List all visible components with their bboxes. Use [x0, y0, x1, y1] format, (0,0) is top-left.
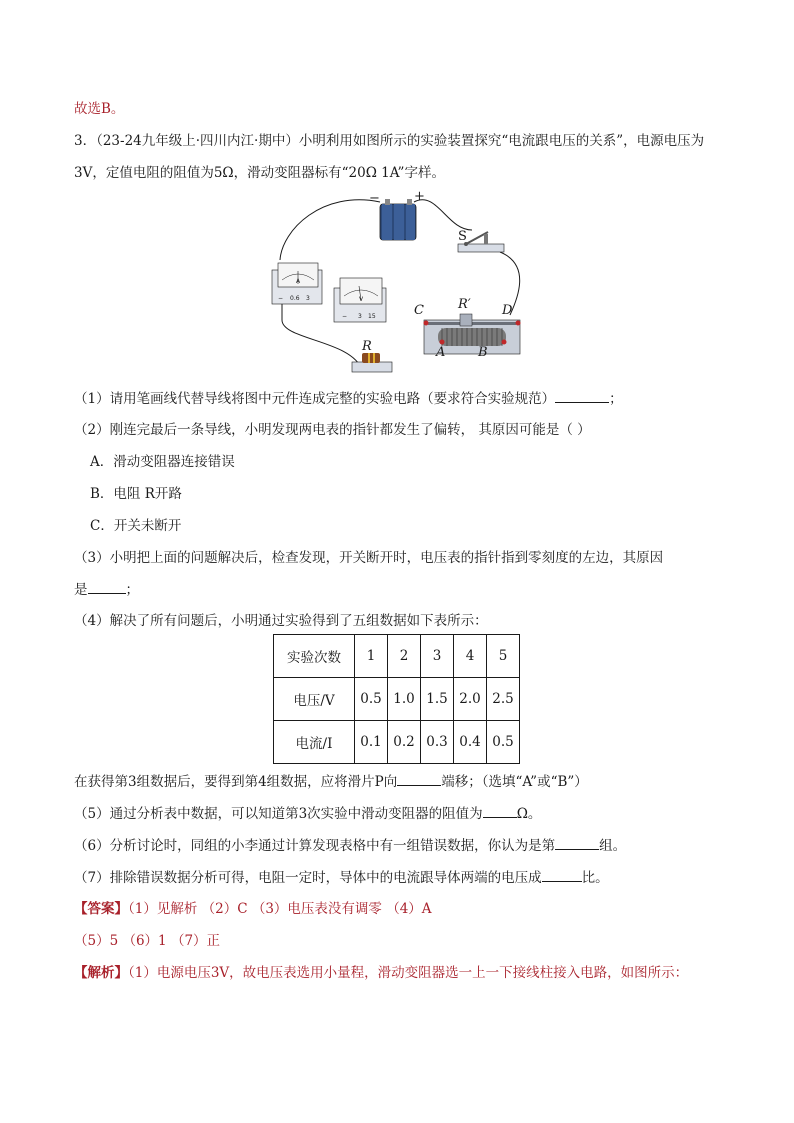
voltmeter-terminal-minus: −	[342, 313, 348, 320]
voltmeter-symbol: V	[359, 296, 364, 303]
ammeter-terminal-minus: −	[278, 295, 284, 302]
part-6	[74, 836, 626, 855]
ammeter-symbol: A	[296, 278, 301, 285]
analysis-text: （1）电源电压3V，故电压表选用小量程，滑动变阻器选一上一下接线柱接入电路，如图所示：	[128, 965, 689, 981]
part-5-suffix: Ω。	[516, 806, 542, 822]
terminal-d-label: D	[502, 303, 513, 318]
part-3-line-1: （3）小明把上面的问题解决后，检查发现，开关断开时，电压表的指针指到零刻度的左边，其原因	[74, 550, 664, 566]
table-row	[274, 678, 520, 721]
table-cell: 2.5	[487, 678, 520, 721]
table-header-cell: 电压/V	[274, 678, 355, 721]
option-c: C．开关未断开	[90, 518, 182, 534]
answer-line-1	[74, 900, 432, 918]
question-line-2: 3V，定值电阻的阻值为5Ω，滑动变阻器标有“20Ω 1A”字样。	[74, 165, 445, 181]
part-7	[74, 868, 609, 887]
part-6-suffix: 组。	[599, 838, 627, 854]
table-cell: 2	[388, 635, 421, 678]
battery-icon	[380, 199, 416, 240]
part-5-blank[interactable]	[483, 804, 517, 818]
ammeter-icon	[272, 263, 322, 304]
part-4-follow-up-prefix: 在获得第3组数据后，要得到第4组数据，应将滑片P向	[74, 774, 398, 790]
part-1	[74, 389, 623, 408]
voltmeter-terminal-3: 3	[358, 313, 362, 320]
slider-r-prime-label: R′	[458, 297, 471, 312]
part-5-prefix: （5）通过分析表中数据，可以知道第3次实验中滑动变阻器的阻值为	[74, 806, 483, 822]
part-3-suffix: ；	[125, 582, 139, 598]
table-cell: 0.4	[454, 721, 487, 764]
table-cell: 1	[355, 635, 388, 678]
part-5	[74, 804, 541, 823]
option-a: A．滑动变阻器连接错误	[90, 454, 235, 470]
terminal-b-label: B	[478, 345, 488, 360]
part-7-blank[interactable]	[542, 868, 582, 882]
table-header-cell: 电流/I	[274, 721, 355, 764]
circuit-diagram	[262, 190, 542, 375]
part-1-text: （1）请用笔画线代替导线将图中元件连成完整的实验电路（要求符合实验规范）	[74, 391, 556, 407]
previous-answer-line: 故选B。	[74, 101, 125, 117]
table-cell: 3	[421, 635, 454, 678]
table-cell: 0.5	[487, 721, 520, 764]
table-cell: 1.0	[388, 678, 421, 721]
table-cell: 0.1	[355, 721, 388, 764]
analysis-line	[74, 964, 688, 982]
part-4-follow-up	[74, 772, 588, 791]
part-6-blank[interactable]	[555, 836, 599, 850]
option-b: B．电阻 R开路	[90, 486, 182, 502]
part-7-suffix: 比。	[581, 870, 609, 886]
part-7-prefix: （7）排除错误数据分析可得，电阻一定时，导体中的电流跟导体两端的电压成	[74, 870, 542, 886]
question-line-1: 3．（23-24九年级上·四川内江·期中）小明利用如图所示的实验装置探究“电流跟电压的关系”，电源电压为	[74, 133, 705, 149]
table-cell: 1.5	[421, 678, 454, 721]
part-2: （2）刚连完最后一条导线，小明发现两电表的指针都发生了偏转， 其原因可能是（ ）	[74, 422, 591, 438]
part-6-prefix: （6）分析讨论时，同组的小李通过计算发现表格中有一组错误数据，你认为是第	[74, 838, 556, 854]
table-cell: 0.3	[421, 721, 454, 764]
answer-tag: 【答案】	[74, 901, 128, 917]
switch-label: S	[458, 229, 467, 244]
table-cell: 0.2	[388, 721, 421, 764]
part-1-suffix: ；	[609, 391, 623, 407]
terminal-c-label: C	[414, 303, 424, 318]
wire-battery-switch	[414, 200, 472, 230]
table-row	[274, 721, 520, 764]
answer-text-1: （1）见解析 （2）C （3）电压表没有调零 （4）A	[128, 901, 432, 917]
terminal-a-label: A	[436, 345, 446, 360]
answer-line-2: （5）5 （6）1 （7）正	[74, 933, 221, 949]
ammeter-terminal-3: 3	[306, 295, 310, 302]
voltmeter-icon	[334, 278, 386, 322]
resistor-label: R	[362, 339, 372, 354]
analysis-tag: 【解析】	[74, 965, 128, 981]
battery-minus-label: −	[369, 191, 380, 206]
part-4-blank[interactable]	[397, 772, 441, 786]
part-3-blank[interactable]	[88, 580, 126, 594]
table-cell: 5	[487, 635, 520, 678]
ammeter-terminal-0-6: 0.6	[290, 295, 300, 302]
table-cell: 2.0	[454, 678, 487, 721]
voltmeter-terminal-15: 15	[368, 313, 376, 320]
part-1-blank[interactable]	[555, 389, 609, 403]
table-row	[274, 635, 520, 678]
wire-battery-ammeter	[280, 200, 380, 260]
part-3-prefix: 是	[74, 582, 88, 598]
part-3-line-2	[74, 580, 139, 599]
table-cell: 0.5	[355, 678, 388, 721]
battery-plus-label: +	[414, 190, 425, 204]
table-cell: 4	[454, 635, 487, 678]
data-table	[273, 634, 520, 764]
resistor-icon	[352, 353, 392, 372]
part-4-follow-up-suffix: 端移；（选填“A”或“B”）	[441, 774, 588, 790]
part-4: （4）解决了所有问题后，小明通过实验得到了五组数据如下表所示：	[74, 613, 488, 629]
table-header-cell: 实验次数	[274, 635, 355, 678]
